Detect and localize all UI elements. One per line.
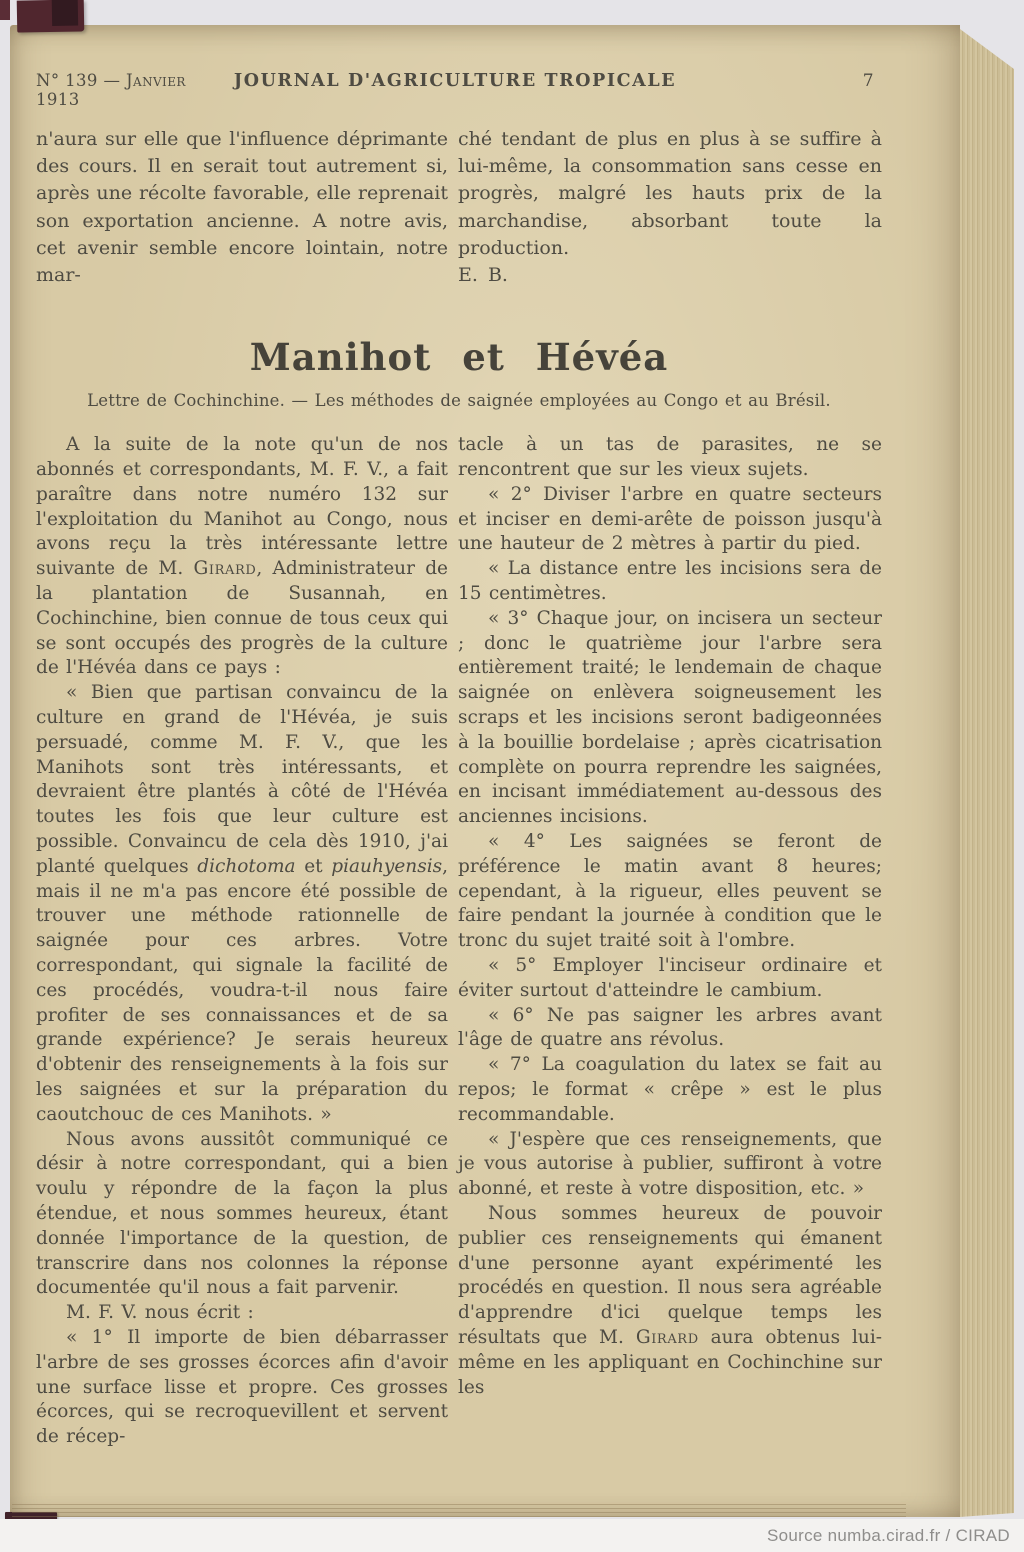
- text-segment: aura obtenus lui-même en les appliquant en Cochinchine sur les: [458, 1326, 882, 1398]
- text-segment: , Administrateur de la plantation de Susannah, en Cochinchine, bien connue de tous ceux qui se sont occupés des progrès de la culture de l'Hévéa dans ce pays :: [36, 558, 448, 679]
- article-title: Manihot et Hévéa: [249, 335, 669, 380]
- text-segment: Nous sommes heureux de pouvoir publier ces renseignements qui émanent d'une personne ayant expérimenté les procédés en question. Il nous sera agréable d'apprendre d'ici quelque temps les résultats que M.: [458, 1202, 882, 1348]
- paragraph: [36, 433, 448, 681]
- source-attribution-bar: [0, 1519, 1024, 1552]
- body-right-column: [458, 433, 882, 1450]
- paragraph: [458, 1004, 882, 1054]
- text-segment: Girard: [193, 558, 257, 580]
- paragraph: [458, 433, 882, 483]
- previous-article-end: [36, 126, 882, 289]
- text-segment: ché tendant de plus en plus à se suffire à lui-même, la consommation sans cesse en progrès, malgré les hauts prix de la marchandise, absorbant toute la production.: [458, 128, 882, 259]
- text-segment: Girard: [635, 1326, 699, 1348]
- text-segment: « 5° Employer l'inciseur ordinaire et éviter surtout d'atteindre le cambium.: [458, 954, 882, 1001]
- text-segment: « 2° Diviser l'arbre en quatre secteurs et inciser en demi-arête de poisson jusqu'à une hauteur de 2 mètres à partir du pied.: [458, 483, 882, 555]
- paragraph: [36, 681, 448, 1127]
- paragraph: [458, 1202, 882, 1400]
- issue-number: N° 139 — Janvier 1913: [36, 71, 186, 109]
- text-segment: , mais il ne m'a pas encore été possible de trouver une méthode rationnelle de saignée pour ces arbres. Votre correspondant, qui signale la facilité de ces procédés, voudra-t-il nous faire profiter de ses connaissances et de sa grande expérience? Je serais heureux d'obtenir des renseignements à la fois sur les saignées et sur la préparation du caoutchouc de ces Manihots. »: [36, 855, 448, 1125]
- text-segment: tacle à un tas de parasites, ne se rencontrent que sur les vieux sujets.: [458, 434, 882, 481]
- paragraph: [458, 607, 882, 830]
- page-content: [36, 25, 882, 1450]
- text-segment: « J'espère que ces renseignements, que je vous autorise à publier, suffiront à votre abonné, et reste à votre disposition, etc. »: [458, 1128, 882, 1200]
- text-segment: « Bien que partisan convaincu de la culture en grand de l'Hévéa, je suis persuadé, comme M. F. V., que les Manihots sont très intéressants, et devraient être plantés à côté de l'Hévéa toutes les fois que leur culture est possible. Convaincu de cela dès 1910, j'ai planté quelques: [36, 682, 448, 877]
- text-segment: et: [295, 855, 332, 877]
- paragraph: [36, 1128, 448, 1302]
- text-segment: « 6° Ne pas saigner les arbres avant l'âge de quatre ans révolus.: [458, 1004, 882, 1051]
- text-segment: M. F. V. nous écrit :: [66, 1302, 254, 1324]
- running-header: [36, 71, 882, 109]
- text-segment: « La distance entre les incisions sera de 15 centimètres.: [458, 558, 882, 604]
- paragraph: [36, 1301, 448, 1326]
- book-fore-edge-pages: [960, 25, 1014, 1517]
- article-subtitle: Lettre de Cochinchine. — Les méthodes de saignée employées au Congo et au Brésil.: [87, 391, 831, 411]
- paragraph: [36, 1326, 448, 1450]
- text-segment: A la suite de la note qu'un de nos abonnés et correspondants, M. F. V., a fait paraître dans notre numéro 132 sur l'exploitation du Manihot au Congo, nous avons reçu la très intéressante lettre suivante de M.: [36, 434, 448, 580]
- paragraph: [458, 1128, 882, 1202]
- text-segment: « 7° La coagulation du latex se fait au repos; le format « crêpe » est le plus recommandable.: [458, 1054, 882, 1125]
- text-segment: « 4° Les saignées se feront de préférence le matin avant 8 heures; cependant, à la rigueur, elles peuvent se faire pendant la journée à condition que le tronc du sujet traité soit à l'ombre.: [458, 830, 882, 952]
- paragraph: [458, 126, 882, 262]
- paragraph: [458, 954, 882, 1004]
- text-segment: dichotoma: [197, 855, 296, 877]
- body-left-column: [36, 433, 448, 1450]
- source-attribution-text: Source numba.cirad.fr / CIRAD: [766, 1525, 1010, 1545]
- intro-right-column: [458, 126, 882, 289]
- book-binding-edge: [0, 0, 10, 20]
- text-segment: Nous avons aussitôt communiqué ce désir à notre correspondant, qui a bien voulu y répondre de la façon la plus étendue, et nous sommes heureux, étant donnée l'importance de la question, de transcrire dans nos colonnes la réponse documentée qu'il nous a fait parvenir.: [36, 1128, 448, 1299]
- intro-left-column: [36, 126, 448, 289]
- paragraph: [458, 483, 882, 557]
- book-page: [10, 25, 1014, 1517]
- journal-title: JOURNAL D'AGRICULTURE TROPICALE: [233, 71, 677, 91]
- text-segment: « 3° Chaque jour, on incisera un secteur ; donc le quatrième jour l'arbre sera entièrement traité; le lendemain de chaque saignée on enlèvera soigneusement les scraps et les incisions seront badigeonnées à la bouillie bordelaise ; après cicatrisation complète on pourra reprendre les saignées, en incisant immédiatement au-dessous des anciennes incisions.: [458, 607, 882, 828]
- paragraph: [458, 1053, 882, 1127]
- text-segment: n'aura sur elle que l'influence déprimante des cours. Il en serait tout autrement si, après une récolte favorable, elle reprenait son exportation ancienne. A notre avis, cet avenir semble encore lointain, notre mar-: [36, 128, 448, 287]
- author-initials: E. B.: [458, 264, 508, 287]
- text-segment: piauhyensis: [331, 855, 443, 877]
- paragraph: [458, 830, 882, 954]
- page-surface: [10, 25, 960, 1517]
- page-number: 7: [862, 71, 875, 91]
- paragraph: [36, 126, 448, 289]
- article-body: [36, 433, 882, 1450]
- text-segment: « 1° Il importe de bien débarrasser l'arbre de ses grosses écorces afin d'avoir une surface lisse et propre. Ces grosses écorces, qui se recroquevillent et servent de récep-: [36, 1326, 448, 1448]
- stacked-page-edges-bottom: [12, 1504, 906, 1517]
- paragraph: [458, 557, 882, 607]
